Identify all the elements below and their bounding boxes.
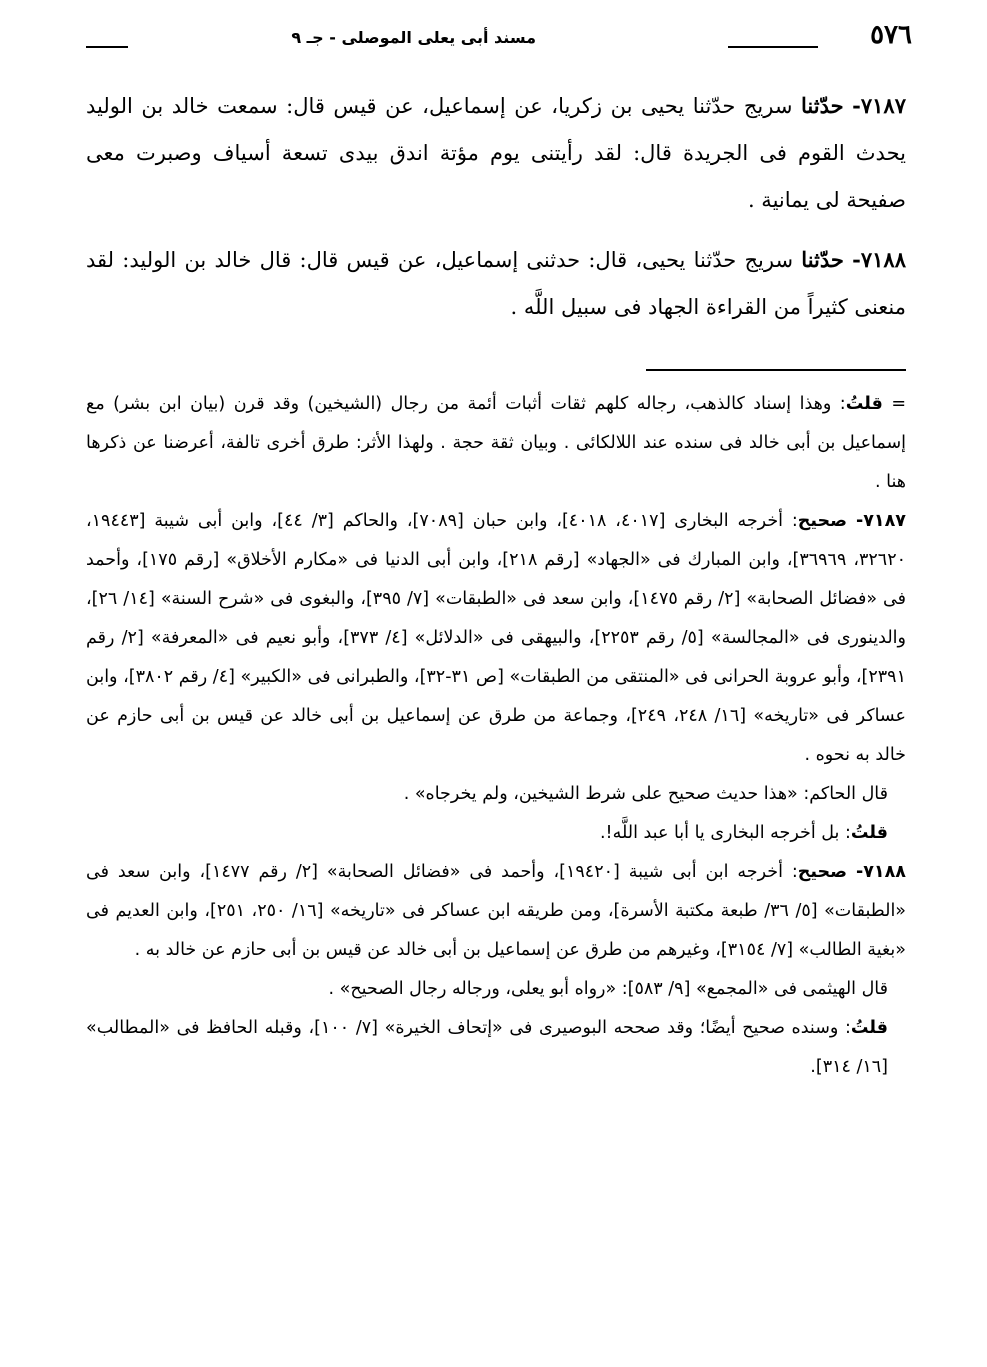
footnote-number: ٧١٨٨- (855, 862, 906, 882)
page-number: ٥٧٦ (870, 20, 912, 50)
footnote-7187 (86, 502, 906, 775)
footnote-comment (86, 1009, 906, 1087)
footnote-text: : وسنده صحيح أيضًا؛ وقد صححه البوصيرى فى «إتحاف الخيرة» [٧/ ١٠٠]، وقبله الحافظ فى «المطالب» [١٦/ ٣١٤]. (86, 1018, 888, 1077)
footnote-number: ٧١٨٧- (855, 511, 906, 531)
hadith-text: سريج حدّثنا يحيى، قال: حدثنى إسماعيل، عن قيس قال: قال خالد بن الوليد: لقد منعنى كثيراً من القراءة الجهاد فى سبيل اللَّه . (86, 248, 906, 319)
footnote-text: قال الهيثمى فى «المجمع» [٩/ ٥٨٣]: «رواه أبو يعلى، ورجاله رجال الصحيح» . (328, 979, 888, 999)
hadith-text: سريج حدّثنا يحيى بن زكريا، عن إسماعيل، عن قيس قال: سمعت خالد بن الوليد يحدث القوم فى الجريدة قال: لقد رأيتنى يوم مؤتة اندق بيدى تسعة أسياف وصبرت معى صفيحة لى يمانية . (86, 94, 906, 212)
hadith-number: ٧١٨٧- (852, 93, 906, 118)
footnote-text: : بل أخرجه البخارى يا أبا عبد اللَّه!. (599, 823, 851, 843)
hadith-lead-word: حدّثنا (801, 93, 844, 118)
hadith-lead-word: حدّثنا (801, 247, 844, 272)
running-title: مسند أبى يعلى الموصلى - جـ ٩ (291, 28, 536, 47)
header-rule (86, 46, 128, 48)
footnote-7188 (86, 853, 906, 970)
footnote-lead-word: صحيح (797, 862, 848, 882)
footnote-quote (86, 970, 906, 1009)
footnote-text: قال الحاكم: «هذا حديث صحيح على شرط الشيخين، ولم يخرجاه» . (403, 784, 888, 804)
footnote-comment (86, 814, 906, 853)
footnote-lead-word: قلتُ (845, 394, 883, 414)
footnotes (86, 385, 906, 1087)
continuation-mark: = (891, 394, 906, 414)
header-rule (728, 46, 818, 48)
hadith-number: ٧١٨٨- (852, 247, 906, 272)
footnote-lead-word: قلتُ (850, 1018, 888, 1038)
footnote-text: : وهذا إسناد كالذهب، رجاله كلهم ثقات أثبات أئمة من رجال (الشيخين) وقد قرن (بيان ابن بشر) مع إسماعيل بن أبى خالد فى سنده عند اللالكائى . وبيان ثقة حجة . ولهذا الأثر: طرق أخرى تالفة، أعرضنا عن ذكرها هنا . (86, 394, 906, 492)
footnote-separator-wrap (86, 343, 906, 385)
main-text (86, 82, 906, 331)
footnote-continuation (86, 385, 906, 502)
footnote-lead-word: صحيح (797, 511, 848, 531)
footnote-quote (86, 775, 906, 814)
footnote-text: : أخرجه البخارى [٤٠١٧، ٤٠١٨]، وابن حبان [٧٠٨٩]، والحاكم [٣/ ٤٤]، وابن أبى شيبة [١٩٤٤٣، ٣٢٦٢٠، ٣٦٩٦٩]، وابن المبارك فى «الجهاد» [رقم ٢١٨]، وابن أبى الدنيا فى «مكارم الأخلاق» [رقم ١٧٥]، وأحمد فى «فضائل الصحابة» [٢/ رقم ١٤٧٥]، وابن سعد فى «الطبقات» [٧/ ٣٩٥]، والبغوى فى «شرح السنة» [١٤/ ٢٦]، والدينورى فى «المجالسة» [٥/ رقم ٢٢٥٣]، والبيهقى فى «الدلائل» [٤/ ٣٧٣]، وأبو نعيم فى «المعرفة» [٢/ رقم ٢٣٩١]، وأبو عروبة الحرانى فى «المنتقى من الطبقات» [ص ٣١-٣٢]، والطبرانى فى «الكبير» [٤/ رقم ٣٨٠٢]، وابن عساكر فى «تاريخه» [١٦/ ٢٤٨، ٢٤٩]، وجماعة من طرق عن إسماعيل بن أبى خالد عن قيس بن أبى حازم عن خالد به نحوه . (86, 511, 906, 765)
footnote-text: : أخرجه ابن أبى شيبة [١٩٤٢٠]، وأحمد فى «فضائل الصحابة» [٢/ رقم ١٤٧٧]، وابن سعد فى «الطبقات» [٥/ ٣٦/ طبعة مكتبة الأسرة]، ومن طريقه ابن عساكر فى «تاريخه» [١٦/ ٢٥٠، ٢٥١]، وابن العديم فى «بغية الطالب» [٧/ ٣١٥٤]، وغيرهم من طرق عن إسماعيل بن أبى خالد عن قيس بن أبى حازم عن خالد به . (86, 862, 907, 960)
footnote-lead-word: قلتُ (850, 823, 888, 843)
footnote-separator (646, 369, 906, 371)
page-header (86, 18, 912, 62)
hadith-7187 (86, 82, 906, 224)
document-page (86, 18, 912, 1087)
hadith-7188 (86, 236, 906, 331)
